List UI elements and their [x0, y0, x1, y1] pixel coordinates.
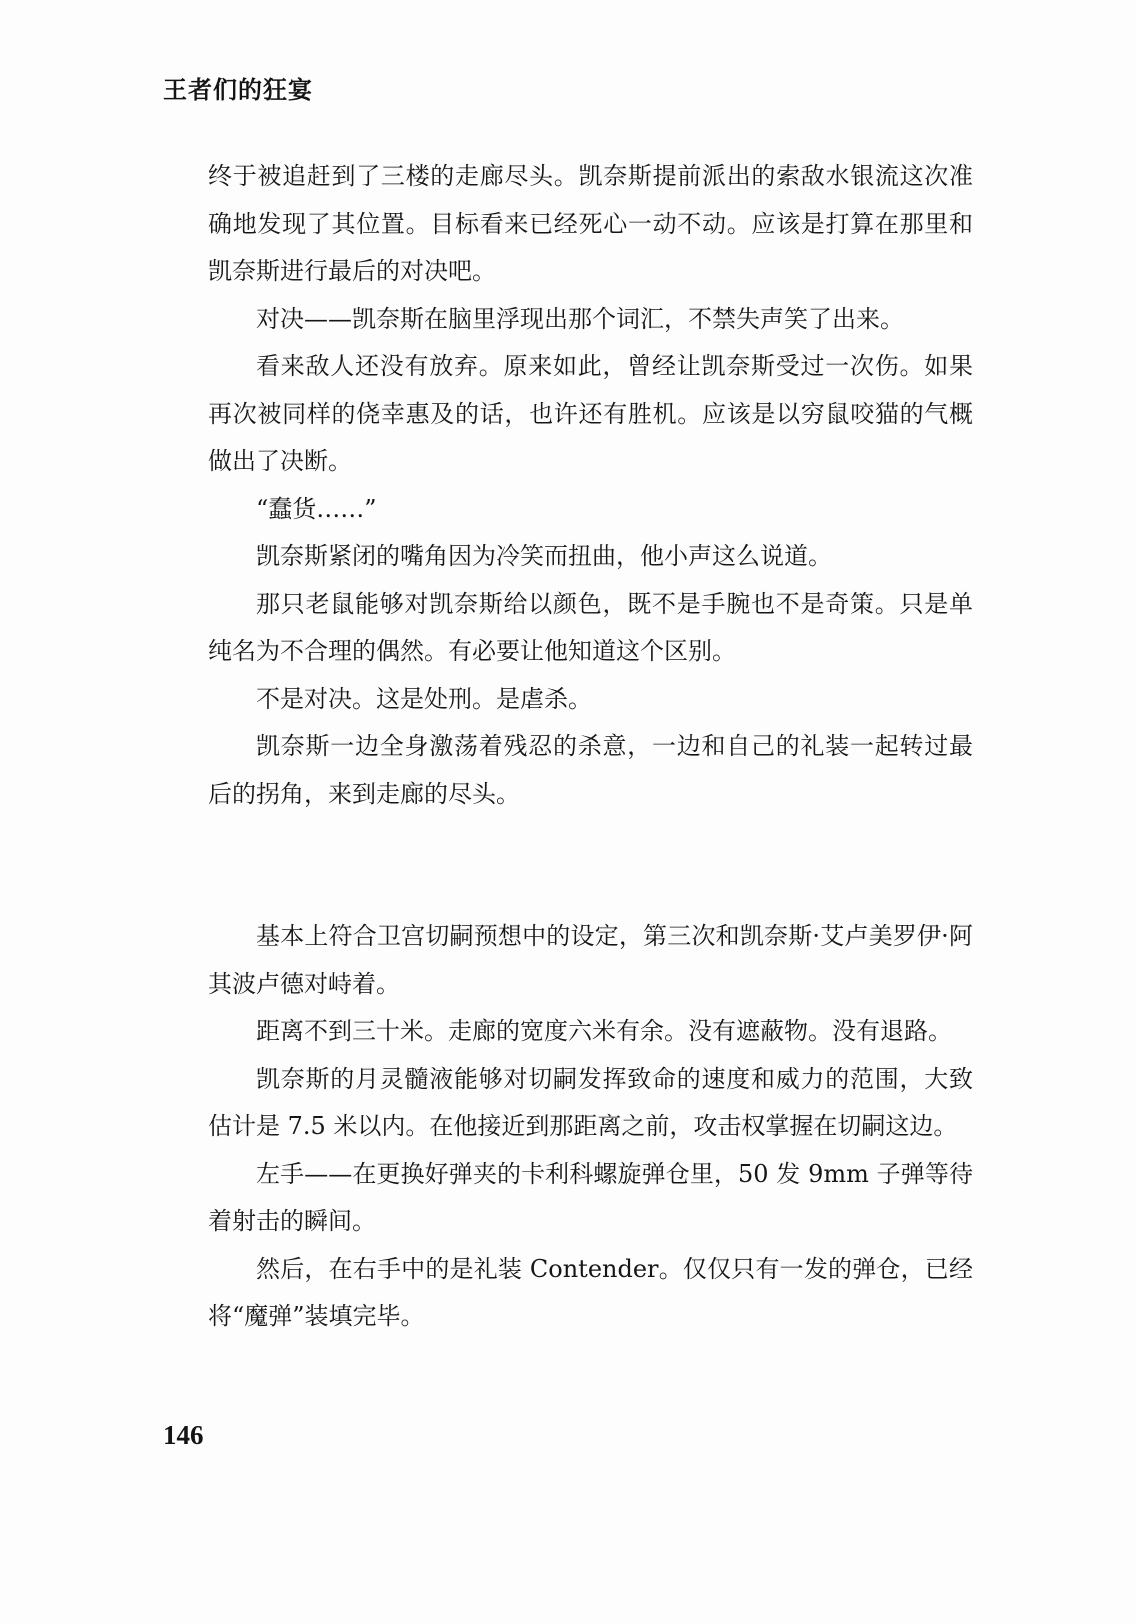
paragraph-2: 对决——凯奈斯在脑里浮现出那个词汇，不禁失声笑了出来。 [256, 304, 904, 333]
paragraph-3: 看来敌人还没有放弃。原来如此，曾经让凯奈斯受过一次伤。如果再次被同样的侥幸惠及的话，也许还有胜机。应该是以穷鼠咬猫的气概做出了决断。 [208, 352, 973, 475]
paragraph-12: 左手——在更换好弹夹的卡利科螺旋弹仓里，50 发 9mm 子弹等待着射击的瞬间。 [208, 1159, 973, 1235]
paragraph-5: 凯奈斯紧闭的嘴角因为冷笑而扭曲，他小声这么说道。 [256, 542, 832, 570]
paragraph-4: “蠢货……” [256, 494, 377, 523]
page-number: 146 [163, 1420, 204, 1450]
paragraph-13: 然后，在右手中的是礼装 Contender。仅仅只有一发的弹仓，已经将“魔弹”装填完毕。 [208, 1254, 973, 1330]
paragraph-11: 凯奈斯的月灵髓液能够对切嗣发挥致命的速度和威力的范围，大致估计是 7.5 米以内。在他接近到那距离之前，攻击权掌握在切嗣这边。 [208, 1064, 973, 1140]
section-break [208, 818, 973, 913]
running-head: 王者们的狂宴 [163, 75, 313, 104]
body-text [208, 153, 973, 1341]
paragraph-8: 凯奈斯一边全身激荡着残忍的杀意，一边和自己的礼装一起转过最后的拐角，来到走廊的尽头。 [208, 732, 973, 808]
paragraph-9: 基本上符合卫宫切嗣预想中的设定，第三次和凯奈斯·艾卢美罗伊·阿其波卢德对峙着。 [208, 922, 973, 998]
paragraph-7: 不是对决。这是处刑。是虐杀。 [256, 684, 592, 713]
paragraph-1: 终于被追赶到了三楼的走廊尽头。凯奈斯提前派出的索敌水银流这次准确地发现了其位置。目标看来已经死心一动不动。应该是打算在那里和凯奈斯进行最后的对决吧。 [208, 162, 973, 285]
paragraph-6: 那只老鼠能够对凯奈斯给以颜色，既不是手腕也不是奇策。只是单纯名为不合理的偶然。有必要让他知道这个区别。 [208, 589, 973, 665]
paragraph-10: 距离不到三十米。走廊的宽度六米有余。没有遮蔽物。没有退路。 [256, 1017, 952, 1045]
